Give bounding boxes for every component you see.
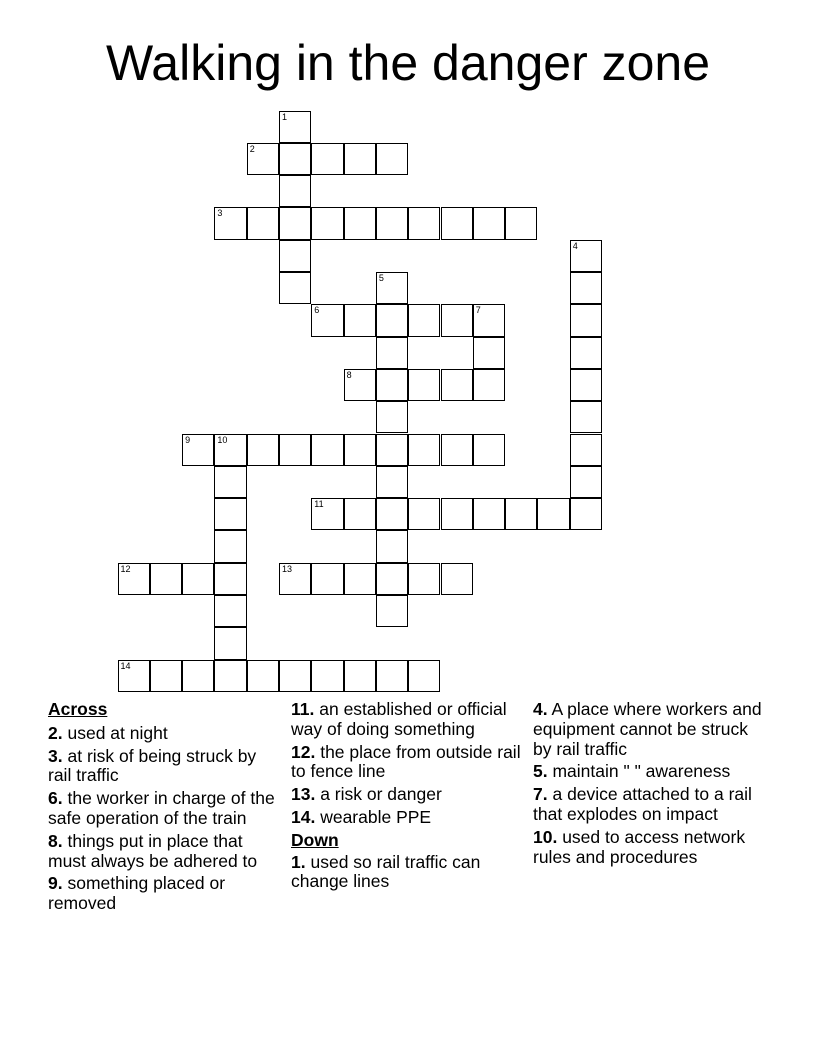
clue-number: 5 <box>378 273 384 283</box>
grid-cell[interactable] <box>570 401 602 433</box>
clue-number: 1 <box>282 111 288 122</box>
grid-cell[interactable] <box>214 595 246 627</box>
grid-cell[interactable] <box>408 207 440 239</box>
clue-number: 8 <box>346 369 352 380</box>
clue-number: 6 <box>314 305 320 316</box>
clue-down-5: 5. maintain " " awareness <box>533 761 731 782</box>
grid-cell[interactable] <box>279 563 311 595</box>
grid-cell[interactable] <box>311 434 343 466</box>
grid-cell[interactable] <box>344 434 376 466</box>
grid-cell[interactable] <box>311 498 343 530</box>
grid-cell[interactable] <box>408 369 440 401</box>
grid-cell[interactable] <box>344 660 376 692</box>
grid-cell[interactable] <box>441 304 473 336</box>
grid-cell[interactable] <box>279 272 311 304</box>
grid-cell[interactable] <box>376 563 408 595</box>
grid-cell[interactable] <box>311 660 343 692</box>
clue-across-12: 12. the place from outside rail to fence line <box>291 741 521 782</box>
grid-cell[interactable] <box>344 207 376 239</box>
grid-cell[interactable] <box>182 434 214 466</box>
grid-cell[interactable] <box>279 240 311 272</box>
grid-cell[interactable] <box>570 337 602 369</box>
clues-column-3 <box>533 700 763 870</box>
across-heading: Across <box>48 699 108 719</box>
grid-cell[interactable] <box>473 337 505 369</box>
clue-number: 2 <box>249 143 255 154</box>
grid-cell[interactable] <box>376 272 408 304</box>
grid-cell[interactable] <box>214 627 246 659</box>
clue-across-14: 14. wearable PPE <box>291 806 432 827</box>
grid-cell[interactable] <box>376 498 408 530</box>
grid-cell[interactable] <box>408 304 440 336</box>
grid-cell[interactable] <box>118 563 150 595</box>
grid-cell[interactable] <box>570 240 602 272</box>
grid-cell[interactable] <box>279 143 311 175</box>
grid-cell[interactable] <box>408 660 440 692</box>
grid-cell[interactable] <box>473 207 505 239</box>
grid-cell[interactable] <box>214 466 246 498</box>
puzzle-title: Walking in the danger zone <box>105 35 711 91</box>
clue-down-10: 10. used to access network rules and procedures <box>533 826 746 867</box>
grid-cell[interactable] <box>344 143 376 175</box>
grid-cell[interactable] <box>473 369 505 401</box>
grid-cell[interactable] <box>408 563 440 595</box>
grid-cell[interactable] <box>214 207 246 239</box>
grid-cell[interactable] <box>150 660 182 692</box>
grid-cell[interactable] <box>376 434 408 466</box>
clue-number: 13 <box>282 563 293 574</box>
grid-cell[interactable] <box>376 337 408 369</box>
clue-across-2: 2. used at night <box>48 722 168 743</box>
grid-cell[interactable] <box>376 466 408 498</box>
grid-cell[interactable] <box>247 660 279 692</box>
grid-cell[interactable] <box>376 369 408 401</box>
grid-cell[interactable] <box>214 434 246 466</box>
grid-cell[interactable] <box>311 304 343 336</box>
grid-cell[interactable] <box>505 207 537 239</box>
grid-cell[interactable] <box>441 498 473 530</box>
grid-cell[interactable] <box>408 434 440 466</box>
grid-cell[interactable] <box>247 207 279 239</box>
clue-across-9: 9. something placed or removed <box>48 873 226 914</box>
grid-cell[interactable] <box>214 498 246 530</box>
clue-number: 9 <box>185 434 191 445</box>
grid-cell[interactable] <box>505 498 537 530</box>
clue-number: 14 <box>120 660 131 671</box>
grid-cell[interactable] <box>279 175 311 207</box>
grid-cell[interactable] <box>376 143 408 175</box>
grid-cell[interactable] <box>473 434 505 466</box>
grid-cell[interactable] <box>344 563 376 595</box>
grid-cell[interactable] <box>182 563 214 595</box>
grid-cell[interactable] <box>247 143 279 175</box>
grid-cell[interactable] <box>570 272 602 304</box>
grid-cell[interactable] <box>214 530 246 562</box>
grid-cell[interactable] <box>279 111 311 143</box>
grid-cell[interactable] <box>344 369 376 401</box>
grid-cell[interactable] <box>279 660 311 692</box>
clues-column-2 <box>291 700 521 895</box>
grid-cell[interactable] <box>376 530 408 562</box>
grid-cell[interactable] <box>118 660 150 692</box>
grid-cell[interactable] <box>570 498 602 530</box>
grid-cell[interactable] <box>570 466 602 498</box>
clue-across-8: 8. things put in place that must always be adhered to <box>48 830 258 871</box>
grid-cell[interactable] <box>279 434 311 466</box>
clue-across-3: 3. at risk of being struck by rail traffic <box>48 745 257 786</box>
grid-cell[interactable] <box>441 207 473 239</box>
grid-cell[interactable] <box>311 207 343 239</box>
grid-cell[interactable] <box>311 563 343 595</box>
clue-number: 11 <box>314 499 324 510</box>
clue-across-6: 6. the worker in charge of the safe operation of the train <box>48 788 275 828</box>
grid-cell[interactable] <box>344 304 376 336</box>
grid-cell[interactable] <box>247 434 279 466</box>
grid-cell[interactable] <box>408 498 440 530</box>
grid-cell[interactable] <box>570 434 602 466</box>
grid-cell[interactable] <box>441 434 473 466</box>
down-heading: Down <box>291 829 339 850</box>
clue-down-7: 7. a device attached to a rail that explodes on impact <box>533 784 752 824</box>
grid-cell[interactable] <box>473 498 505 530</box>
grid-cell[interactable] <box>376 304 408 336</box>
grid-cell[interactable] <box>570 369 602 401</box>
clue-across-11: 11. an established or official way of doing something <box>291 699 507 739</box>
grid-cell[interactable] <box>182 660 214 692</box>
grid-cell[interactable] <box>214 660 246 692</box>
grid-cell[interactable] <box>376 660 408 692</box>
grid-cell[interactable] <box>344 498 376 530</box>
clue-down-4: 4. A place where workers and equipment cannot be struck by rail traffic <box>533 699 762 759</box>
clue-across-13: 13. a risk or danger <box>291 784 442 805</box>
grid-cell[interactable] <box>441 369 473 401</box>
grid-cell[interactable] <box>311 143 343 175</box>
grid-cell[interactable] <box>376 401 408 433</box>
grid-cell[interactable] <box>214 563 246 595</box>
grid-cell[interactable] <box>376 595 408 627</box>
clue-number: 4 <box>572 240 578 251</box>
clue-number: 3 <box>217 208 223 219</box>
clue-down-1: 1. used so rail traffic can change lines <box>291 851 481 892</box>
grid-cell[interactable] <box>441 563 473 595</box>
clue-number: 12 <box>120 563 131 574</box>
grid-cell[interactable] <box>376 207 408 239</box>
grid-cell[interactable] <box>537 498 569 530</box>
grid-cell[interactable] <box>570 304 602 336</box>
grid-cell[interactable] <box>279 207 311 239</box>
clue-number: 7 <box>475 305 481 316</box>
clues-column-1 <box>48 700 278 917</box>
grid-cell[interactable] <box>473 304 505 336</box>
clue-number: 10 <box>217 434 228 445</box>
grid-cell[interactable] <box>150 563 182 595</box>
